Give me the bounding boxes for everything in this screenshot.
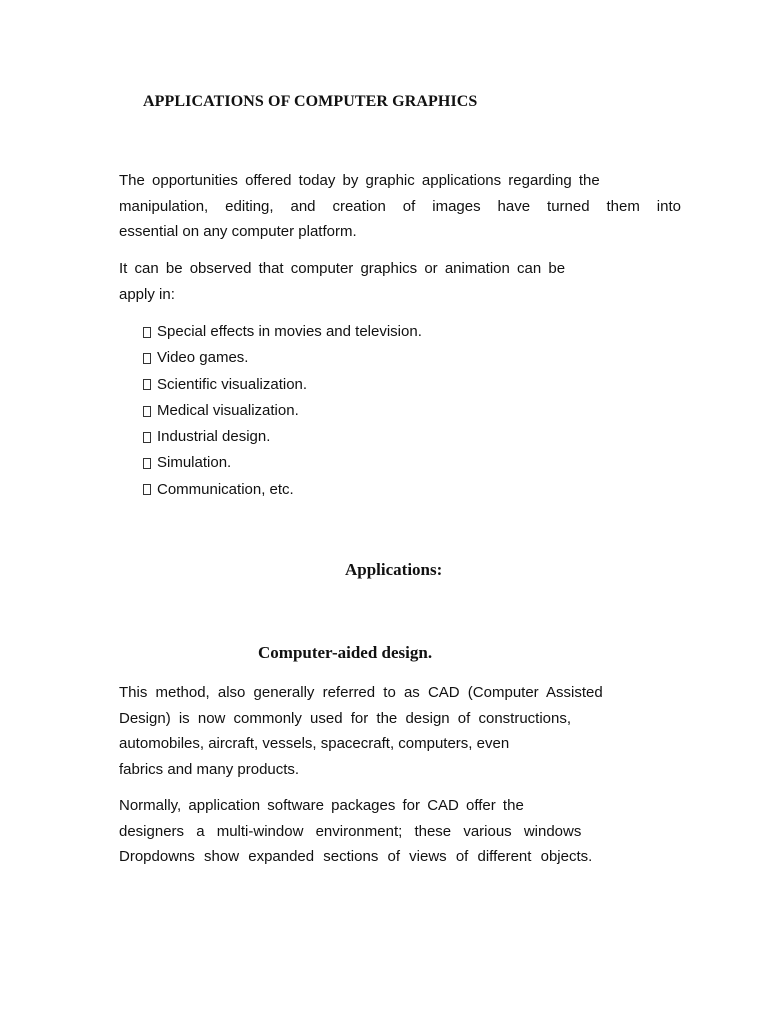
checkbox-bullet-icon [143, 458, 151, 469]
checkbox-bullet-icon [143, 353, 151, 364]
intro-line-1: The opportunities offered today by graphic applications regarding the [119, 172, 600, 189]
cad-line-3: automobiles, aircraft, vessels, spacecraft, computers, even [119, 735, 510, 752]
intro-line-2: manipulation, editing, and creation of images have turned them into [119, 197, 681, 215]
list-item [143, 345, 422, 371]
cad-line-1: This method, also generally referred to as CAD (Computer Assisted [119, 684, 603, 701]
list-item [143, 424, 422, 450]
list-item-label: Special effects in movies and television. [157, 323, 422, 340]
list-item [143, 319, 422, 345]
checkbox-bullet-icon [143, 406, 151, 417]
list-item-label: Simulation. [157, 454, 232, 472]
cad2-line-2: designers a multi-window environment; these various windows [119, 822, 582, 840]
applications-heading: Applications: [345, 560, 443, 579]
list-item-label: Scientific visualization. [157, 375, 308, 393]
cad-heading: Computer-aided design. [258, 643, 433, 662]
list-item-label: Medical visualization. [157, 401, 299, 419]
cad-line-4: fabrics and many products. [119, 760, 300, 778]
second-line-2: apply in: [119, 285, 175, 303]
checkbox-bullet-icon [143, 379, 151, 390]
cad2-line-1: Normally, application software packages for CAD offer the [119, 797, 524, 814]
cad-paragraph-2 [119, 793, 592, 870]
list-item [143, 398, 422, 424]
cad2-line-3: Dropdowns show expanded sections of views of different objects. [119, 848, 593, 865]
second-paragraph [119, 256, 565, 307]
list-item-label: Video games. [157, 349, 249, 367]
intro-line-3: essential on any computer platform. [119, 223, 357, 240]
list-item-label: Industrial design. [157, 428, 271, 446]
second-line-1: It can be observed that computer graphics or animation can be [119, 260, 566, 277]
intro-paragraph [119, 168, 681, 245]
list-item [143, 450, 422, 476]
list-item [143, 372, 422, 398]
checkbox-bullet-icon [143, 432, 151, 443]
cad-paragraph [119, 680, 603, 782]
checkbox-bullet-icon [143, 484, 151, 495]
applications-list [143, 319, 422, 503]
list-item-label: Communication, etc. [157, 480, 294, 498]
checkbox-bullet-icon [143, 327, 151, 338]
list-item [143, 477, 422, 503]
page-title: APPLICATIONS OF COMPUTER GRAPHICS [143, 93, 478, 110]
cad-line-2: Design) is now commonly used for the design of constructions, [119, 709, 572, 727]
